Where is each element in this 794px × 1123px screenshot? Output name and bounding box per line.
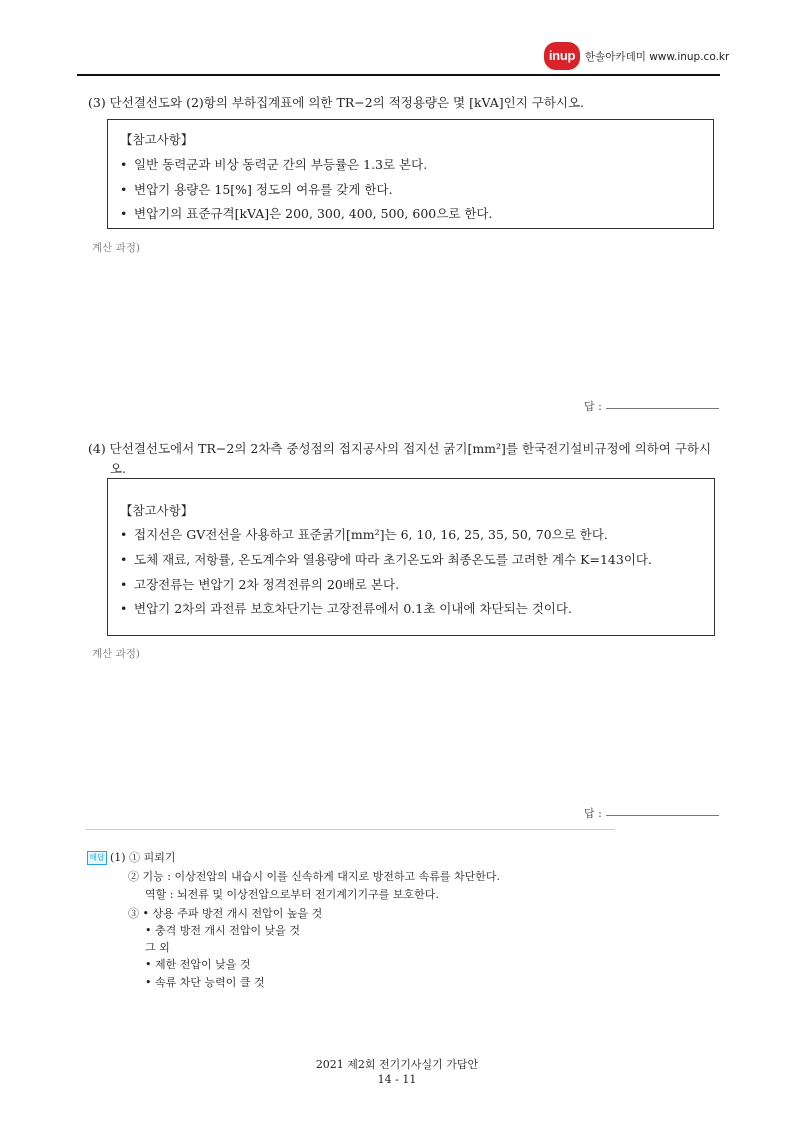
q3-bullet <box>120 180 393 198</box>
q4-answer-line[interactable] <box>606 815 719 816</box>
q3-reference-box <box>107 119 714 229</box>
q3-answer-line[interactable] <box>606 408 719 409</box>
solution-line: ③ • 상용 주파 방전 개시 전압이 높을 것 <box>128 907 323 920</box>
bullet-dot: • <box>120 157 128 172</box>
inup-logo: inup <box>544 42 580 70</box>
q4-bullet <box>120 550 652 568</box>
q4-answer-label: 답 : <box>584 807 602 820</box>
q4-bullet <box>120 599 572 617</box>
q3-reference-title: 【참고사항】 <box>120 132 194 147</box>
answer-icon: 해답 <box>87 851 107 865</box>
header-rule <box>77 74 720 76</box>
bullet-dot: • <box>120 182 128 197</box>
q3-bullet <box>120 204 492 222</box>
solution-line: • 제한 전압이 낮을 것 <box>145 958 251 971</box>
q4-reference-box <box>107 478 715 636</box>
q4-calc-label: 계산 과정) <box>92 648 141 660</box>
question-3-text: (3) 단선결선도와 (2)항의 부하집계표에 의한 TR−2의 적정용량은 몇 [kVA]인지 구하시오. <box>88 95 585 110</box>
page-number: 14 - 11 <box>377 1073 417 1086</box>
question-4-text-line1: (4) 단선결선도에서 TR−2의 2차측 중성점의 접지공사의 접지선 굵기[mm²]를 한국전기설비규정에 의하여 구하시 <box>88 441 712 456</box>
solution-line: 그 외 <box>145 941 170 954</box>
q3-bullet <box>120 155 427 173</box>
q3-answer-label: 답 : <box>584 400 602 413</box>
q3-bullet-text: 변압기 용량은 15[%] 정도의 여유를 갖게 한다. <box>134 182 393 197</box>
q4-bullet-text: 변압기 2차의 과전류 보호차단기는 고장전류에서 0.1초 이내에 차단되는 것이다. <box>134 601 572 616</box>
question-4-text-line2: 오. <box>110 461 127 476</box>
q4-reference-title: 【참고사항】 <box>120 503 194 518</box>
q4-bullet <box>120 575 399 593</box>
q3-calc-label: 계산 과정) <box>92 242 141 254</box>
solution-line: 역할 : 뇌전류 및 이상전압으로부터 전기계기기구를 보호한다. <box>145 888 439 901</box>
bullet-dot: • <box>120 601 128 616</box>
solution-line: • 속류 차단 능력이 클 것 <box>145 976 265 989</box>
solution-line: ② 기능 : 이상전압의 내습시 이를 신속하게 대지로 방전하고 속류를 차단한다. <box>128 870 500 883</box>
solution-line: (1) ① 피뢰기 <box>110 851 176 864</box>
brand-text: 한솔아카데미 www.inup.co.kr <box>585 51 730 63</box>
q4-bullet <box>120 525 608 543</box>
solution-line: • 충격 방전 개시 전압이 낮을 것 <box>145 924 300 937</box>
bullet-dot: • <box>120 527 128 542</box>
q3-bullet-text: 변압기의 표준규격[kVA]은 200, 300, 400, 500, 600으로 한다. <box>134 206 493 221</box>
q4-bullet-text: 고장전류는 변압기 2차 정격전류의 20배로 본다. <box>134 577 400 592</box>
q3-bullet-text: 일반 동력군과 비상 동력군 간의 부등률은 1.3로 본다. <box>134 157 428 172</box>
bullet-dot: • <box>120 206 128 221</box>
footer-title: 2021 제2회 전기기사실기 가답안 <box>315 1058 479 1071</box>
q4-bullet-text: 도체 재료, 저항률, 온도계수와 열용량에 따라 초기온도와 최종온도를 고려한 계수 K=143이다. <box>134 552 652 567</box>
q4-bullet-text: 접지선은 GV전선을 사용하고 표준굵기[mm²]는 6, 10, 16, 25, 35, 50, 70으로 한다. <box>134 527 608 542</box>
bullet-dot: • <box>120 552 128 567</box>
bullet-dot: • <box>120 577 128 592</box>
solution-divider <box>85 829 615 830</box>
